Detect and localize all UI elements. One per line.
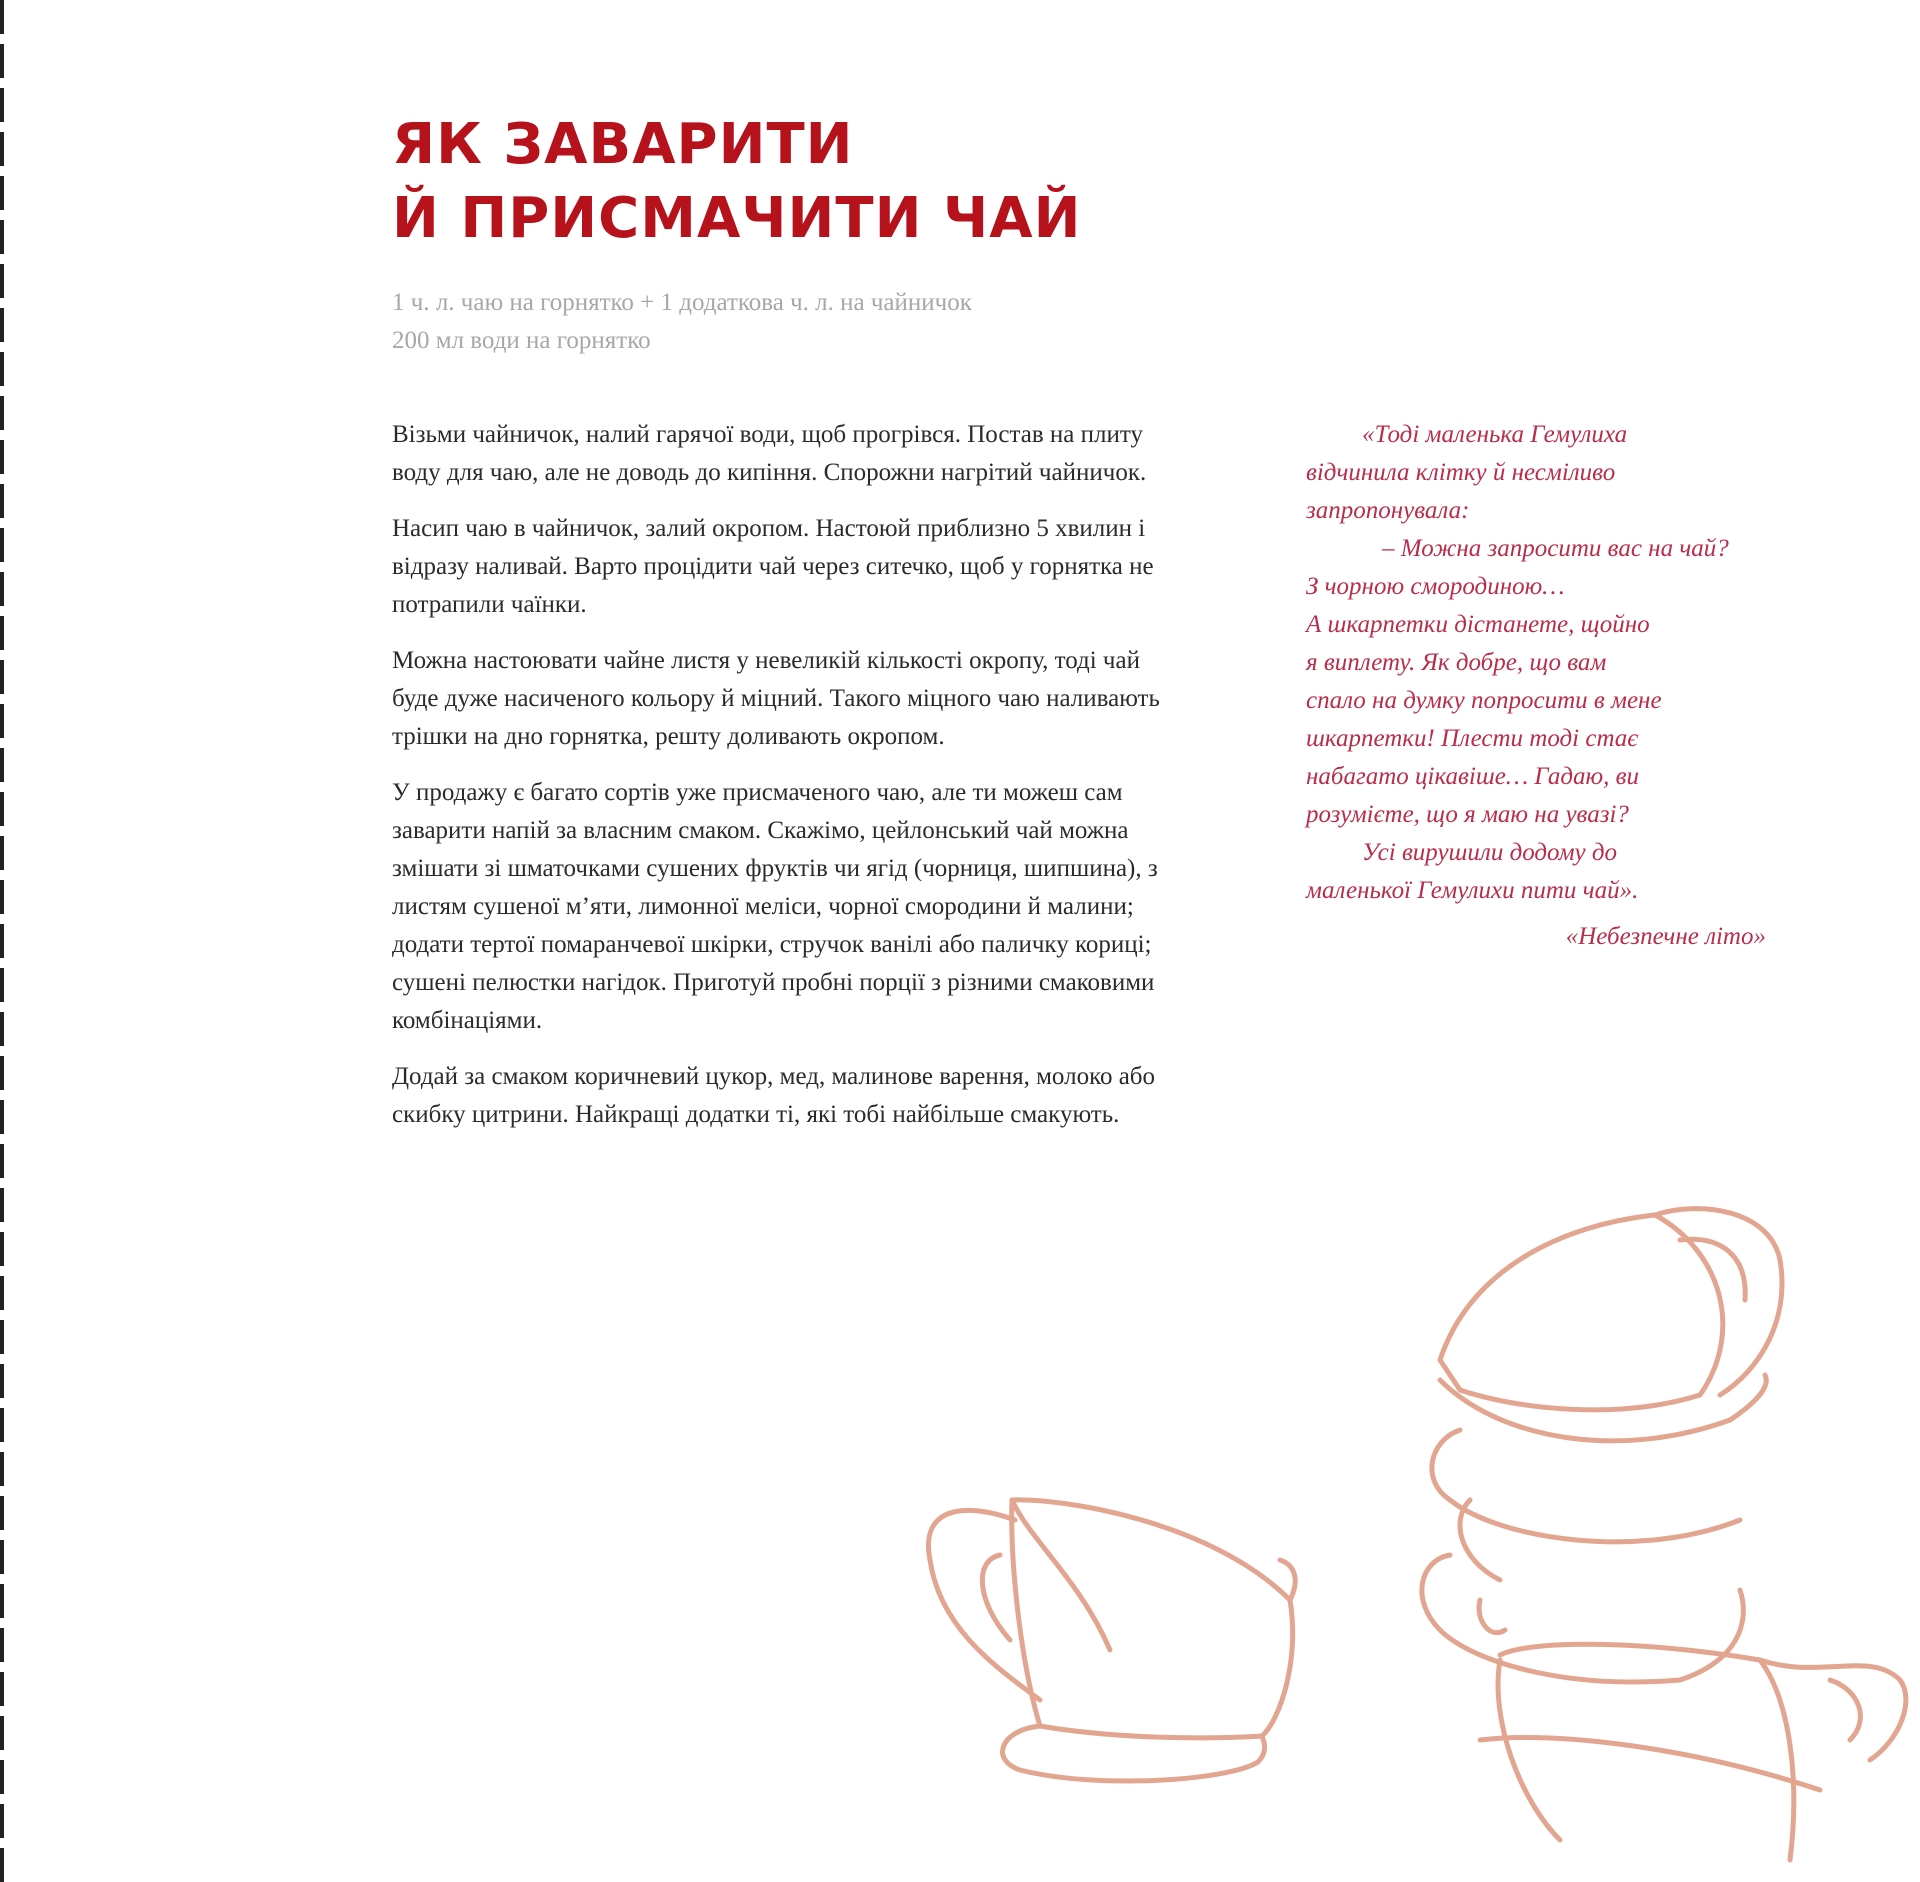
quote-line: З чорною смородиною… bbox=[1306, 573, 1565, 600]
quote-line: спало на думку попросити в мене bbox=[1306, 687, 1662, 714]
paragraph-1: Візьми чайничок, налий гарячої води, щоб прогрівся. Постав на плиту воду для чаю, але не доводь до кипіння. Спорожни нагрітий чайничок. bbox=[392, 421, 1147, 486]
quote-line: я виплету. Як добре, що вам bbox=[1306, 649, 1607, 676]
ingredient-line-1: 1 ч. л. чаю на горнятко + 1 додаткова ч. л. на чайничок bbox=[392, 289, 972, 316]
quote-line: розумієте, що я маю на увазі? bbox=[1306, 801, 1629, 828]
paragraph-3: Можна настоювати чайне листя у невеликій кількості окропу, тоді чай буде дуже насиченого кольору й міцний. Такого міцного чаю наливають трішки на дно горнятка, решту доливають окропом. bbox=[392, 647, 1160, 750]
paragraph-4: У продажу є багато сортів уже присмаченого чаю, але ти можеш сам заварити напій за власним смаком. Скажімо, цейлонський чай можна змішати зі шматочками сушених фруктів чи ягід (чорниця, шипшина), з листям сушеної м’яти, лимонної меліси, чорної смородини й малини; додати тертої помаранчевої шкірки, стручок ванілі або паличку кориці; сушені пелюстки нагідок. Приготуй пробні порції з різними смаковими комбінаціями. bbox=[392, 779, 1158, 1034]
quote-line: відчинила клітку й несміливо bbox=[1306, 459, 1616, 486]
quote-source: «Небезпечне літо» bbox=[1565, 923, 1766, 950]
single-teacup-icon bbox=[928, 1500, 1295, 1781]
paragraph-2: Насип чаю в чайничок, залий окропом. Настоюй приблизно 5 хвилин і відразу наливай. Варто процідити чай через ситечко, щоб у горнятка не потрапили чаїнки. bbox=[392, 515, 1154, 618]
quote-line: запропонувала: bbox=[1306, 497, 1470, 524]
quote-line: набагато цікавіше… Гадаю, ви bbox=[1306, 763, 1640, 790]
quote-line: маленької Гемулихи пити чай». bbox=[1306, 877, 1639, 904]
quote-line: шкарпетки! Плести тоді стає bbox=[1306, 725, 1639, 752]
title-line-2: Й ПРИСМАЧИТИ ЧАЙ bbox=[392, 186, 1082, 251]
quote-line: А шкарпетки дістанете, щойно bbox=[1306, 611, 1650, 638]
ingredient-line-2: 200 мл води на горнятко bbox=[392, 327, 651, 354]
quote-line: – Можна запросити вас на чай? bbox=[1382, 535, 1729, 562]
paragraph-5: Додай за смаком коричневий цукор, мед, малинове варення, молоко або скибку цитрини. Найкращі додатки ті, які тобі найбільше смакують. bbox=[392, 1063, 1156, 1128]
stacked-teacups-icon bbox=[1422, 1209, 1906, 1860]
title-line-1: ЯК ЗАВАРИТИ bbox=[392, 112, 854, 177]
quote-line: «Тоді маленька Гемулиха bbox=[1362, 421, 1628, 448]
quote-line: Усі вирушили додому до bbox=[1362, 839, 1618, 866]
